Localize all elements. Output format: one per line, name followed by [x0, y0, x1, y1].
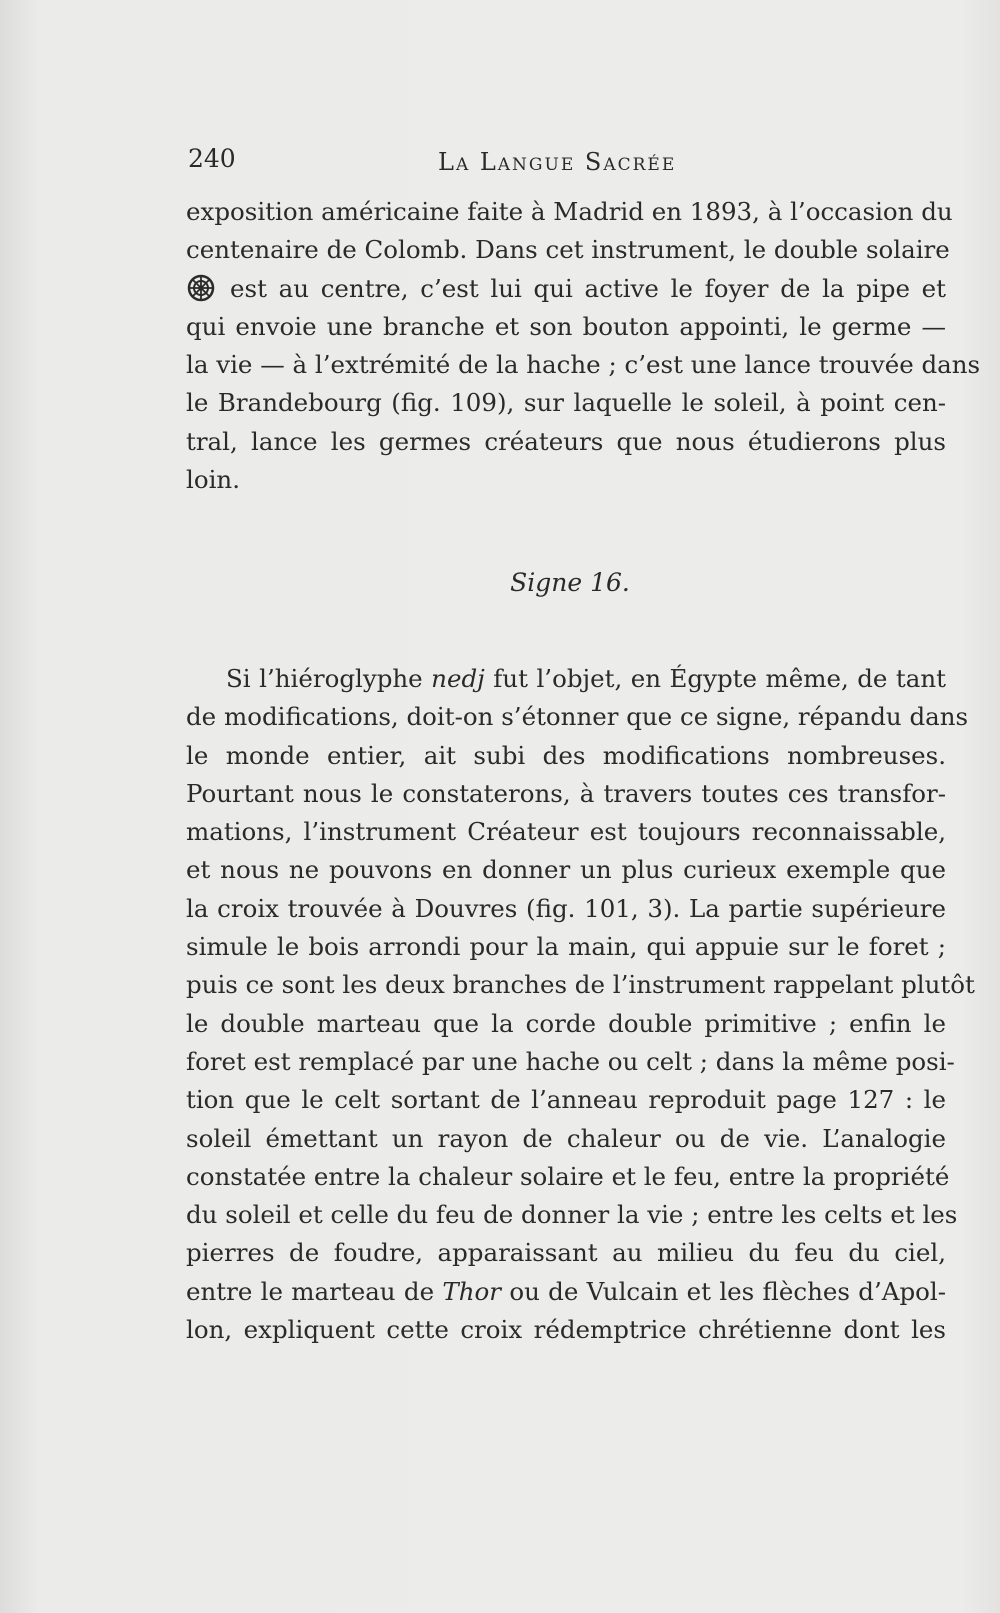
text-line: mations, l’instrument Créateur est toujours reconnaissable,	[186, 817, 946, 847]
text-line: qui envoie une branche et son bouton appointi, le germe —	[186, 311, 946, 341]
text-line: le double marteau que la corde double primitive ; enfin le	[186, 1008, 946, 1038]
page-header	[188, 144, 928, 184]
text-line: exposition américaine faite à Madrid en 1893, à l’occasion du	[186, 197, 953, 226]
text-segment: Si l’hiéroglyphe	[226, 664, 432, 693]
section-heading-text: Signe 16.	[510, 568, 630, 597]
text-line: pierres de foudre, apparaissant au milieu du feu du ciel,	[186, 1238, 946, 1268]
text-line: du soleil et celle du feu de donner la vie ; entre les celts et les	[186, 1200, 958, 1230]
text-line: de modifications, doit-on s’étonner que ce signe, répandu dans	[186, 702, 969, 732]
text-line: le Brandebourg (fig. 109), sur laquelle le soleil, à point cen-	[186, 388, 946, 418]
text-line	[186, 1273, 946, 1311]
text-line	[186, 660, 946, 698]
text-line: et nous ne pouvons en donner un plus curieux exemple que	[186, 855, 946, 885]
text-segment: ou de Vulcain et les flèches d’Apol-	[501, 1276, 946, 1306]
text-line: Pourtant nous le constaterons, à travers toutes ces transfor-	[186, 778, 946, 808]
text-segment: entre le marteau de	[186, 1276, 443, 1306]
text-line: simule le bois arrondi pour la main, qui appuie sur le foret ;	[186, 932, 946, 962]
text-line: puis ce sont les deux branches de l’instrument rappelant plutôt	[186, 970, 975, 1000]
running-title: La Langue Sacrée	[438, 148, 677, 176]
text-line: centenaire de Colomb. Dans cet instrument, le double solaire	[186, 235, 950, 265]
text-line: la vie — à l’extrémité de la hache ; c’est une lance trouvée dans	[186, 350, 981, 380]
italic-term: Thor	[442, 1276, 501, 1306]
double-solar-wheel-icon	[186, 273, 216, 303]
text-line: constatée entre la chaleur solaire et le feu, entre la propriété	[186, 1161, 950, 1191]
text-line: tion que le celt sortant de l’anneau reproduit page 127 : le	[186, 1085, 946, 1115]
text-line: le monde entier, ait subi des modifications nombreuses.	[186, 740, 946, 770]
text-line: lon, expliquent cette croix rédemptrice chrétienne dont les	[186, 1315, 946, 1345]
text-line: la croix trouvée à Douvres (fig. 101, 3). La partie supérieure	[186, 893, 946, 923]
text-line: foret est remplacé par une hache ou celt ; dans la même posi-	[186, 1046, 955, 1076]
section-heading	[0, 568, 1000, 597]
text-line-with-symbol	[186, 270, 946, 308]
paragraph-2	[186, 660, 975, 1349]
page-number: 240	[188, 144, 236, 173]
text-line: tral, lance les germes créateurs que nous étudierons plus	[186, 426, 946, 456]
text-line: soleil émettant un rayon de chaleur ou de vie. L’analogie	[186, 1123, 946, 1153]
text-line: loin.	[186, 465, 240, 495]
italic-term: nedj	[431, 664, 485, 693]
paragraph-1	[186, 193, 981, 499]
text-line-content: est au centre, c’est lui qui active le foyer de la pipe et	[230, 273, 946, 303]
text-segment: fut l’objet, en Égypte même, de tant	[484, 664, 947, 693]
